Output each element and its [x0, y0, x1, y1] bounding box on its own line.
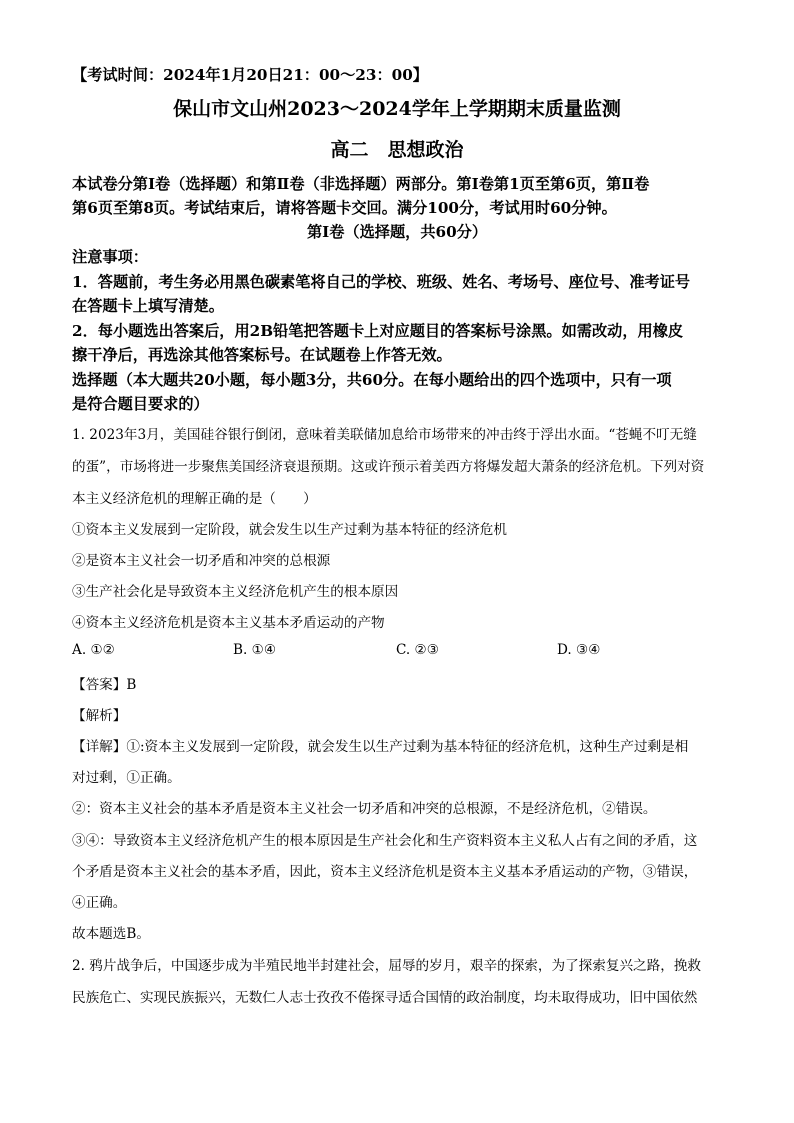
q1-statement: ①资本主义发展到一定阶段，就会发生以生产过剩为基本特征的经济危机 — [72, 522, 507, 538]
q1-statement: ③生产社会化是导致资本主义经济危机产生的根本原因 — [72, 584, 399, 600]
exam-title: 保山市文山州2023～2024学年上学期期末质量监测 — [173, 98, 621, 120]
q1-detail-line-6: ④正确。 — [72, 895, 127, 911]
q1-stem-line-3: 本主义经济危机的理解正确的是（ ） — [72, 491, 317, 507]
q1-stem-line-1: 1. 2023年3月，美国硅谷银行倒闭，意味着美联储加息给市场带来的冲击终于浮出水面。“苍蝇不叮无缝 — [72, 427, 697, 443]
intro-line-1: 本试卷分第Ⅰ卷（选择题）和第Ⅱ卷（非选择题）两部分。第Ⅰ卷第1页至第6页，第Ⅱ卷 — [72, 175, 650, 193]
notice-item-2: 2．每小题选出答案后，用2B铅笔把答题卡上对应题目的答案标号涂黑。如需改动，用橡皮 — [72, 322, 684, 340]
notice-heading: 注意事项： — [72, 248, 148, 266]
q1-detail-line-4: ③④：导致资本主义经济危机产生的根本原因是生产社会化和生产资料资本主义私人占有之间的矛盾，这 — [72, 833, 698, 849]
notice-item-1-cont: 在答题卡上填写清楚。 — [72, 297, 224, 315]
q1-detail-line-5: 个矛盾是资本主义社会的基本矛盾，因此，资本主义经济危机是资本主义基本矛盾运动的产物，③错误， — [72, 864, 698, 880]
q1-answer: 【答案】B — [72, 677, 137, 693]
q1-statement: ④资本主义经济危机是资本主义基本矛盾运动的产物 — [72, 615, 385, 631]
q1-detail-line-2: 对过剩，①正确。 — [72, 770, 181, 786]
q1-option-b: B. ①④ — [233, 642, 277, 658]
q2-stem-line-2: 民族危亡、实现民族振兴，无数仁人志士孜孜不倦探寻适合国情的政治制度，均未取得成功，旧中国依然 — [72, 990, 698, 1006]
q1-stem-line-2: 的蛋”，市场将进一步聚焦美国经济衰退预期。这或许预示着美西方将爆发超大萧条的经济危机。下列对资 — [72, 459, 705, 475]
mcq-instruction-cont: 是符合题目要求的） — [72, 395, 209, 413]
notice-item-2-cont: 擦干净后，再选涂其他答案标号。在试题卷上作答无效。 — [72, 346, 452, 364]
q1-option-d: D. ③④ — [557, 642, 601, 658]
q1-conclusion: 故本题选B。 — [72, 926, 150, 942]
intro-line-2: 第6页至第8页。考试结束后，请将答题卡交回。满分100分，考试用时60分钟。 — [72, 199, 617, 217]
subject-title: 高二 思想政治 — [330, 139, 464, 161]
q1-option-c: C. ②③ — [396, 642, 439, 658]
notice-item-1: 1．答题前，考生务必用黑色碳素笔将自己的学校、班级、姓名、考场号、座位号、准考证号 — [72, 273, 691, 291]
q1-detail-line-1: 【详解】①:资本主义发展到一定阶段，就会发生以生产过剩为基本特征的经济危机，这种生产过剩是相 — [72, 739, 689, 755]
q1-analysis-heading: 【解析】 — [72, 708, 127, 724]
q1-detail-line-3: ②：资本主义社会的基本矛盾是资本主义社会一切矛盾和冲突的总根源，不是经济危机，②错误。 — [72, 801, 657, 817]
mcq-instruction: 选择题（本大题共20小题，每小题3分，共60分。在每小题给出的四个选项中，只有一项 — [72, 371, 672, 389]
q1-statement: ②是资本主义社会一切矛盾和冲突的总根源 — [72, 553, 331, 569]
q2-stem-line-1: 2. 鸦片战争后，中国逐步成为半殖民地半封建社会，屈辱的岁月，艰辛的探索，为了探索复兴之路，挽救 — [72, 958, 702, 974]
exam-time: 【考试时间：2024年1月20日21：00～23：00】 — [72, 66, 428, 84]
section-1-title: 第Ⅰ卷（选择题，共60分） — [306, 223, 488, 241]
q1-option-a: A. ①② — [72, 642, 115, 658]
